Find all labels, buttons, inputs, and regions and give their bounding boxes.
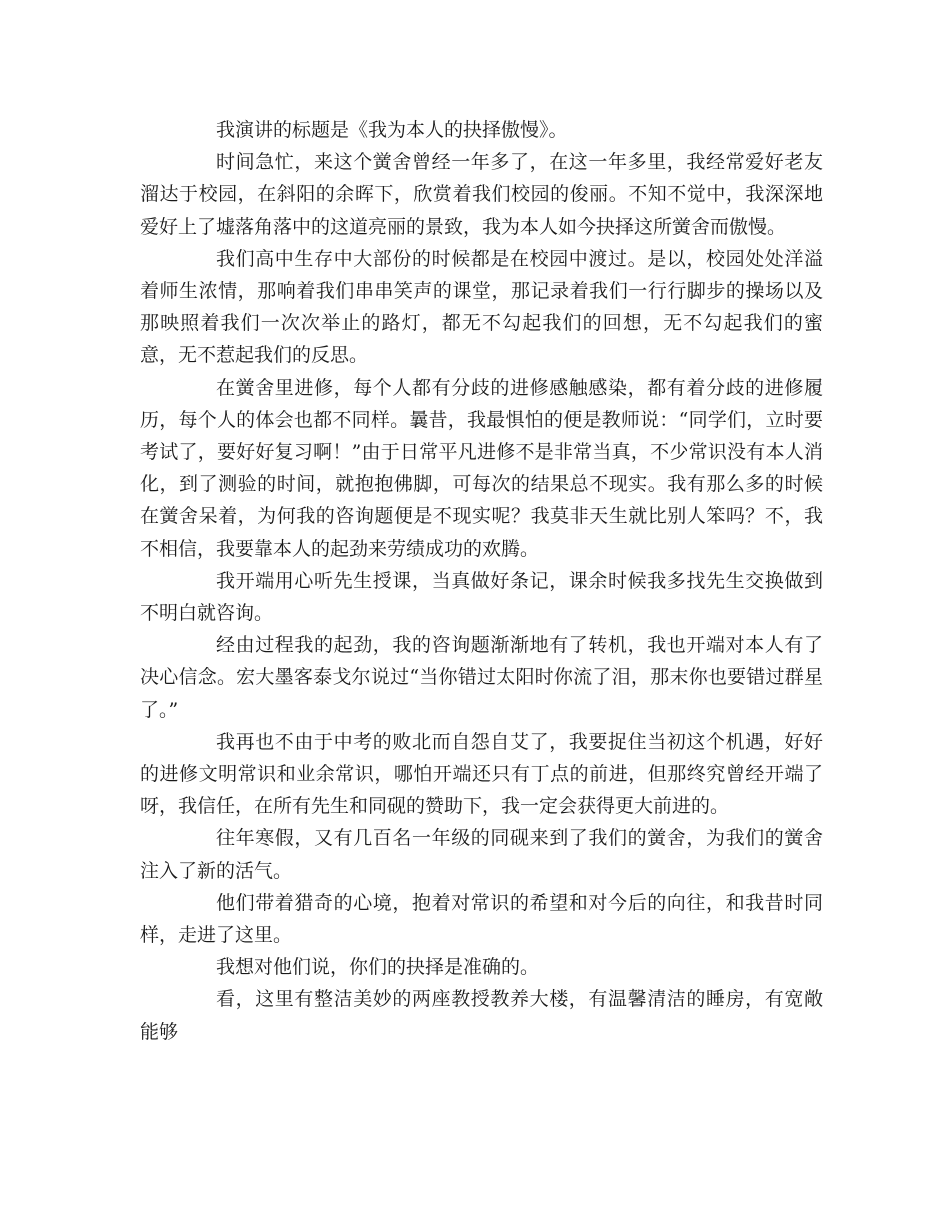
paragraph: 看，这里有整洁美妙的两座教授教养大楼，有温馨清洁的睡房，有宽敞能够 [140,988,823,1043]
document-body [140,114,823,1048]
paragraph: 在黉舍里进修，每个人都有分歧的进修感触感染，都有着分歧的进修履历，每个人的体会也都不同样。曩昔，我最惧怕的便是教师说：“同学们，立时要考试了，要好好复习啊！”由于日常平凡进修不是非常当真，不少常识没有本人消化，到了测验的时间，就抱抱佛脚，可每次的结果总不现实。我有那么多的时候在黉舍呆着，为何我的咨询题便是不现实呢？我莫非天生就比别人笨吗？不，我不相信，我要靠本人的起劲来劳绩成功的欢腾。 [140,376,823,560]
paragraph: 我们高中生存中大部份的时候都是在校园中渡过。是以，校园处处洋溢着师生浓情，那响着我们串串笑声的课堂，那记录着我们一行行脚步的操场以及那映照着我们一次次举止的路灯，都无不勾起我们的回想，无不勾起我们的蜜意，无不惹起我们的反思。 [140,247,823,367]
paragraph: 我想对他们说，你们的抉择是准确的。 [216,956,540,979]
paragraph: 我再也不由于中考的败北而自怨自艾了，我要捉住当初这个机遇，好好的进修文明常识和业余常识，哪怕开端还只有丁点的前进，但那终究曾经开端了呀，我信任，在所有先生和同砚的赞助下，我一定会获得更大前进的。 [140,730,823,818]
paragraph: 时间急忙，来这个黉舍曾经一年多了，在这一年多里，我经常爱好老友溜达于校园，在斜阳的余晖下，欣赏着我们校园的俊丽。不知不觉中，我深深地爱好上了墟落角落中的这道亮丽的景致，我为本人如今抉择这所黉舍而傲慢。 [140,151,823,238]
paragraph: 往年寒假，又有几百名一年级的同砚来到了我们的黉舍，为我们的黉舍注入了新的活气。 [140,827,823,882]
paragraph-title: 我演讲的标题是《我为本人的抉择傲慢》。 [216,119,568,141]
paragraph: 经由过程我的起劲，我的咨询题渐渐地有了转机，我也开端对本人有了决心信念。宏大墨客泰戈尔说过“当你错过太阳时你流了泪，那末你也要错过群星了。” [140,634,823,721]
paragraph: 他们带着猎奇的心境，抱着对常识的希望和对今后的向往，和我昔时同样，走进了这里。 [140,891,823,947]
paragraph: 我开端用心听先生授课，当真做好条记，课余时候我多找先生交换做到不明白就咨询。 [140,569,823,625]
